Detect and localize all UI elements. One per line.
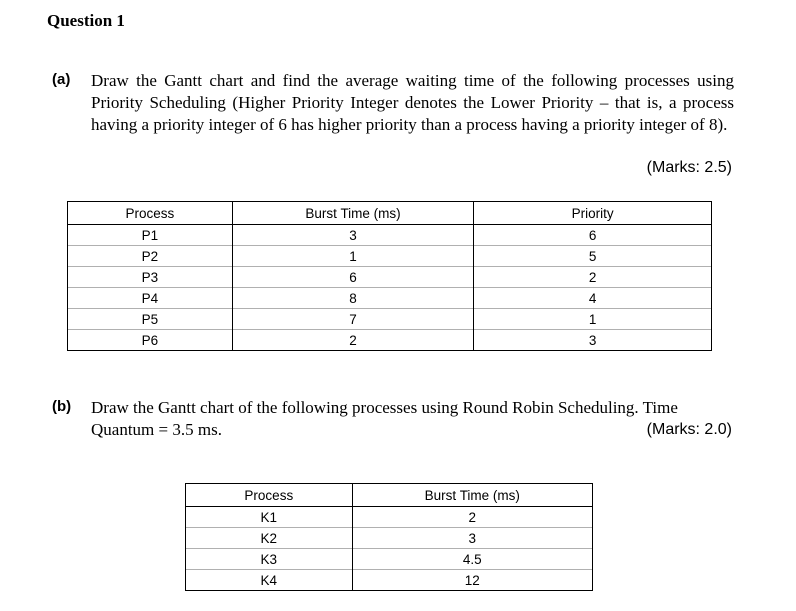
cell-process: P4	[68, 288, 233, 309]
cell-burst-time: 7	[232, 309, 474, 330]
cell-process: P6	[68, 330, 233, 351]
part-b	[52, 397, 734, 441]
cell-process: P2	[68, 246, 233, 267]
cell-priority: 5	[474, 246, 712, 267]
question-title: Question 1	[47, 11, 125, 30]
table-row	[68, 309, 712, 330]
cell-priority: 4	[474, 288, 712, 309]
cell-burst-time: 2	[232, 330, 474, 351]
header-burst-time: Burst Time (ms)	[232, 202, 474, 225]
header-priority: Priority	[474, 202, 712, 225]
cell-process: K4	[186, 570, 353, 591]
table-row	[68, 267, 712, 288]
cell-process: P5	[68, 309, 233, 330]
cell-burst-time: 6	[232, 267, 474, 288]
table-row	[68, 225, 712, 246]
cell-process: K2	[186, 528, 353, 549]
header-process: Process	[186, 484, 353, 507]
table-row	[186, 570, 593, 591]
cell-priority: 6	[474, 225, 712, 246]
cell-burst-time: 8	[232, 288, 474, 309]
table-row	[68, 246, 712, 267]
round-robin-table	[185, 483, 593, 591]
cell-burst-time: 12	[352, 570, 592, 591]
table-header-row	[186, 484, 593, 507]
table-row	[186, 528, 593, 549]
cell-burst-time: 1	[232, 246, 474, 267]
part-a-label: (a)	[52, 71, 71, 88]
table-row	[68, 330, 712, 351]
part-b-label: (b)	[52, 398, 72, 415]
priority-table	[67, 201, 712, 351]
cell-priority: 1	[474, 309, 712, 330]
table-row	[68, 288, 712, 309]
table-row	[186, 507, 593, 528]
table-header-row	[68, 202, 712, 225]
cell-burst-time: 2	[352, 507, 592, 528]
cell-priority: 3	[474, 330, 712, 351]
part-b-text: Draw the Gantt chart of the following processes using Round Robin Scheduling. Time Quantum = 3.5 ms.	[91, 398, 678, 439]
cell-process: K1	[186, 507, 353, 528]
part-a-text: Draw the Gantt chart and find the average waiting time of the following processes using Priority Scheduling (Higher Priority Integer denotes the Lower Priority – that is, a process having a priority integer of 6 has higher priority than a process having a priority integer of 8).	[91, 71, 734, 134]
cell-process: P3	[68, 267, 233, 288]
header-burst-time: Burst Time (ms)	[352, 484, 592, 507]
cell-burst-time: 3	[232, 225, 474, 246]
part-a	[52, 70, 734, 136]
cell-process: K3	[186, 549, 353, 570]
part-b-marks: (Marks: 2.0)	[646, 421, 732, 438]
cell-process: P1	[68, 225, 233, 246]
cell-priority: 2	[474, 267, 712, 288]
table-row	[186, 549, 593, 570]
part-a-marks: (Marks: 2.5)	[646, 159, 732, 176]
header-process: Process	[68, 202, 233, 225]
cell-burst-time: 4.5	[352, 549, 592, 570]
cell-burst-time: 3	[352, 528, 592, 549]
